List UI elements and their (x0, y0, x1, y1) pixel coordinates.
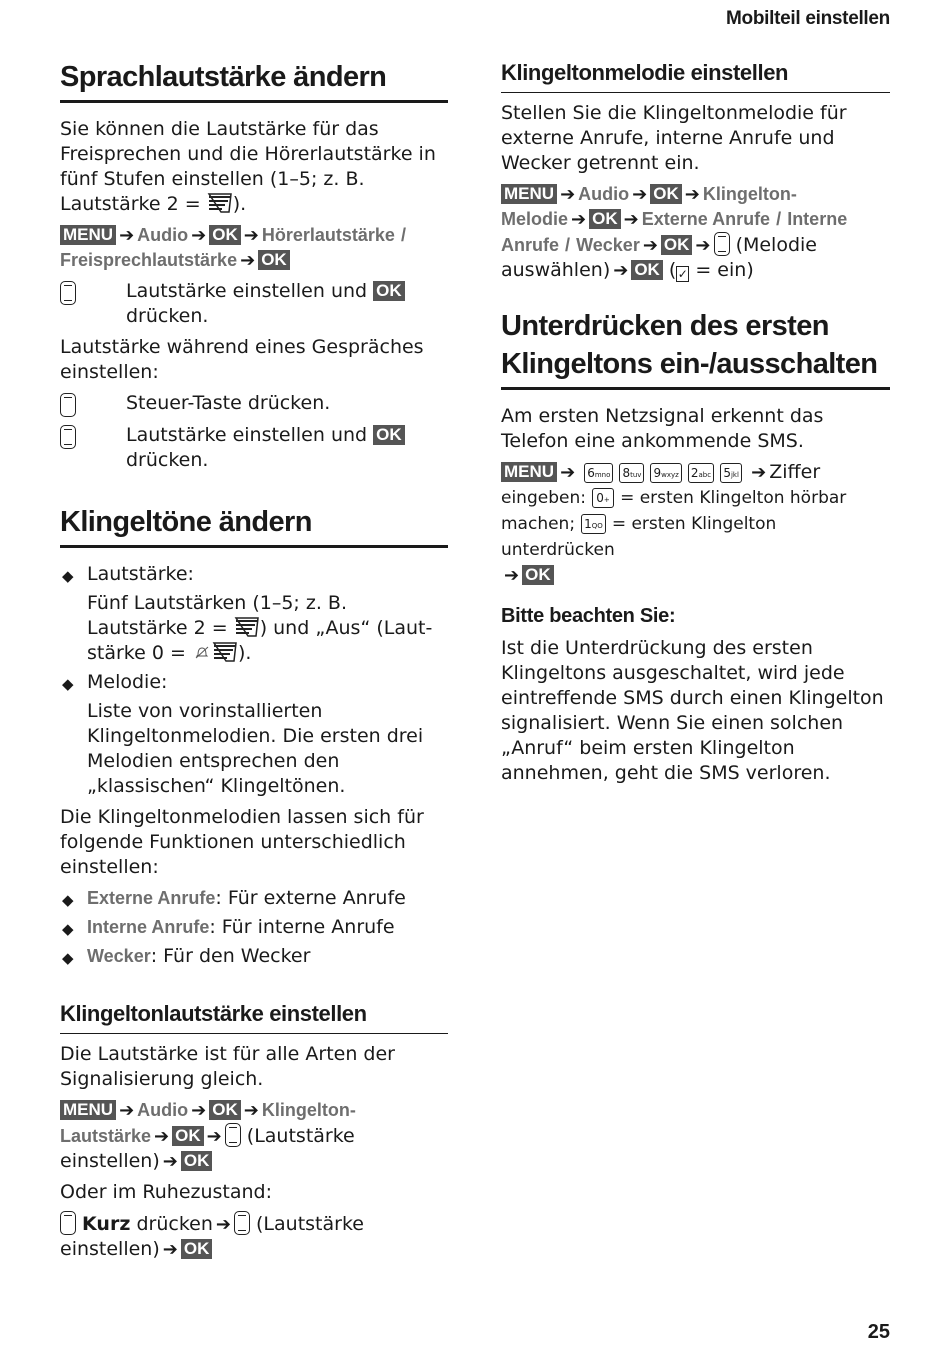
arrow-icon: ➔ (191, 1100, 207, 1121)
left-column (60, 58, 448, 1262)
nav-unterdruecken: MENU ➔ 6mno 8tuv 9wxyz 2abc 5jkl ➔ Ziffer eingeben: 0+ = ersten Klingelton hörbar machen; 1QO = ersten Klingelton unterdrücken ➔ OK (501, 461, 847, 586)
slash: / (400, 225, 406, 245)
control-key-updown-icon (225, 1123, 241, 1147)
arrow-icon: ➔ (623, 209, 639, 230)
ok-key: OK (181, 1239, 213, 1259)
control-key-updown-icon (60, 425, 76, 449)
list-item: ◆ Interne Anrufe: Für interne Anrufe (60, 915, 448, 940)
arrow-icon: ➔ (191, 225, 207, 246)
ok-key: OK (209, 225, 241, 245)
volume-0-icon (212, 641, 238, 663)
menu-externe-anrufe: Externe Anrufe (641, 209, 771, 229)
volume-2-icon (234, 616, 260, 638)
arrow-icon: ➔ (206, 1126, 222, 1147)
menu-interne: Interne (787, 209, 848, 229)
diamond-bullet-icon: ◆ (62, 891, 74, 909)
ok-key: OK (661, 235, 693, 255)
arrow-icon: ➔ (560, 184, 576, 205)
diamond-bullet-icon: ◆ (62, 567, 74, 585)
control-key-updown-icon (234, 1211, 250, 1235)
list-item: ◆ Lautstärke: Fünf Lautstärken (1–5; z. B. Lautstärke 2 = ) und „Aus“ (Laut- stärke 0 = ). (62, 563, 433, 664)
arrow-icon: ➔ (162, 1151, 178, 1172)
klingeltonmelodien-para: Die Klingeltonmelodien lassen sich für folgende Funktionen unterschiedlich einstellen: (60, 806, 424, 878)
nav-klingeltonlautstaerke: MENU ➔ Audio ➔ OK ➔ Klingelton- Lautstärke ➔ OK ➔ (Lautstärke einstellen) ➔ OK (60, 1100, 356, 1172)
slash: / (776, 209, 782, 229)
section-title-klingeltonmelodie: Klingeltonmelodie einstellen (501, 58, 890, 93)
klingeltoene-list (60, 562, 448, 799)
arrow-icon: ➔ (751, 462, 767, 483)
key-6-icon: 6mno (584, 463, 613, 483)
section-title-unterdruecken: Unterdrücken des ersten Klingeltons ein-/ausschalten (501, 307, 890, 390)
menu-wecker: Wecker (576, 235, 640, 255)
section-title-klingeltoene: Klingeltöne ändern (60, 503, 448, 548)
arrow-icon: ➔ (504, 565, 520, 586)
arrow-icon: ➔ (240, 250, 256, 271)
ok-key: OK (209, 1100, 241, 1120)
arrow-icon: ➔ (695, 235, 711, 256)
page-number: 25 (867, 1321, 890, 1343)
arrow-icon: ➔ (119, 225, 135, 246)
menu-lautstaerke: Lautstärke (60, 1126, 152, 1146)
ok-key: OK (373, 281, 405, 301)
menu-key: MENU (60, 225, 116, 245)
menu-key: MENU (501, 184, 557, 204)
menu-key: MENU (501, 462, 557, 482)
arrow-icon: ➔ (243, 1100, 259, 1121)
funktionen-list (60, 886, 448, 969)
menu-key: MENU (60, 1100, 116, 1120)
arrow-icon: ➔ (571, 209, 587, 230)
nav-klingeltonmelodie: MENU ➔ Audio ➔ OK ➔ Klingelton- Melodie ➔ OK ➔ Externe Anrufe / Interne Anrufe / Wecker ➔ OK ➔ (Melodie auswählen) ➔ OK (✓ = ein) (501, 184, 848, 281)
arrow-icon: ➔ (119, 1100, 135, 1121)
arrow-icon: ➔ (684, 184, 700, 205)
menu-audio: Audio (137, 225, 189, 245)
intro-sprachlautstaerke: Sie können die Lautstärke für das Freisprechen und die Hörerlautstärke in fünf Stufen einstellen (1–5; z. B. Lautstärke 2 = ). (60, 118, 436, 215)
arrow-icon: ➔ (215, 1214, 231, 1235)
intro-klingeltonlautstaerke: Die Lautstärke ist für alle Arten der Signalisierung gleich. (60, 1043, 395, 1090)
list-item: ◆ Melodie: Liste von vorinstallierten Klingeltonmelodien. Die ersten drei Melodien entsprechen den „klassischen“ Klingeltönen. (62, 671, 424, 797)
ok-key: OK (522, 565, 554, 585)
menu-klingelton: Klingelton- (261, 1100, 356, 1120)
volume-2-icon (207, 192, 233, 214)
note-title: Bitte beachten Sie: (501, 605, 676, 627)
diamond-bullet-icon: ◆ (62, 920, 74, 938)
ok-key: OK (258, 250, 290, 270)
key-1-icon: 1QO (581, 514, 606, 534)
right-column (501, 58, 890, 786)
arrow-icon: ➔ (243, 225, 259, 246)
control-key-updown-icon (60, 281, 76, 305)
step-lautstaerke-einstellen-2: Lautstärke einstellen und OK drücken. (60, 423, 448, 473)
intro-unterdruecken: Am ersten Netzsignal erkennt das Telefon eine ankommende SMS. (501, 405, 824, 452)
ok-key: OK (172, 1126, 204, 1146)
ok-key: OK (181, 1151, 213, 1171)
menu-anrufe: Anrufe (501, 235, 559, 255)
ok-key: OK (631, 260, 663, 280)
control-key-updown-icon (714, 232, 730, 256)
nav-sprachlautstaerke (60, 223, 448, 273)
nav-ruhezustand: Kurz drücken ➔ (Lautstärke einstellen) ➔ OK (60, 1213, 364, 1260)
key-2-icon: 2abc (688, 463, 714, 483)
list-item: ◆ Externe Anrufe: Für externe Anrufe (60, 886, 448, 911)
arrow-icon: ➔ (162, 1239, 178, 1260)
checkbox-checked-icon: ✓ (677, 267, 688, 281)
slash: / (565, 235, 571, 255)
arrow-icon: ➔ (632, 184, 648, 205)
control-key-up-icon (60, 1211, 76, 1235)
ruhezustand-text: Oder im Ruhezustand: (60, 1181, 273, 1203)
step-lautstaerke-einstellen: Lautstärke einstellen und OK drücken. (60, 279, 448, 329)
bell-off-icon (192, 643, 212, 661)
section-title-klingeltonlautstaerke: Klingeltonlautstärke einstellen (60, 999, 448, 1034)
menu-melodie: Melodie (501, 209, 569, 229)
arrow-icon: ➔ (642, 235, 658, 256)
arrow-icon: ➔ (613, 260, 629, 281)
menu-audio: Audio (137, 1100, 189, 1120)
key-5-icon: 5jkl (720, 463, 742, 483)
ok-key: OK (589, 209, 621, 229)
during-call-text: Lautstärke während eines Gespräches einstellen: (60, 336, 424, 383)
ok-key: OK (650, 184, 682, 204)
menu-klingelton: Klingelton- (702, 184, 797, 204)
step-steuer-taste: Steuer-Taste drücken. (60, 391, 448, 417)
diamond-bullet-icon: ◆ (62, 675, 74, 693)
ok-key: OK (373, 425, 405, 445)
menu-freisprechlautstaerke: Freisprechlautstärke (60, 250, 238, 270)
arrow-icon: ➔ (154, 1126, 170, 1147)
list-item: ◆ Wecker: Für den Wecker (60, 944, 448, 969)
intro-klingeltonmelodie: Stellen Sie die Klingeltonmelodie für externe Anrufe, interne Anrufe und Wecker getrennt ein. (501, 102, 847, 174)
menu-hoererlautstaerke: Hörerlautstärke (261, 225, 395, 245)
diamond-bullet-icon: ◆ (62, 949, 74, 967)
key-9-icon: 9wxyz (650, 463, 681, 483)
note-text: Ist die Unterdrückung des ersten Klingeltons ausgeschaltet, wird jede eintreffende SMS durch einen Klingelton signalisiert. Wenn Sie einen solchen „Anruf“ beim ersten Klingelton annehmen, geht die SMS verloren. (501, 637, 884, 784)
section-title-sprachlautstaerke: Sprachlautstärke ändern (60, 58, 448, 103)
arrow-icon: ➔ (560, 462, 576, 483)
menu-audio: Audio (578, 184, 630, 204)
control-key-up-icon (60, 393, 76, 417)
key-0-icon: 0+ (592, 488, 614, 508)
key-8-icon: 8tuv (619, 463, 644, 483)
running-header: Mobilteil einstellen (726, 8, 890, 29)
